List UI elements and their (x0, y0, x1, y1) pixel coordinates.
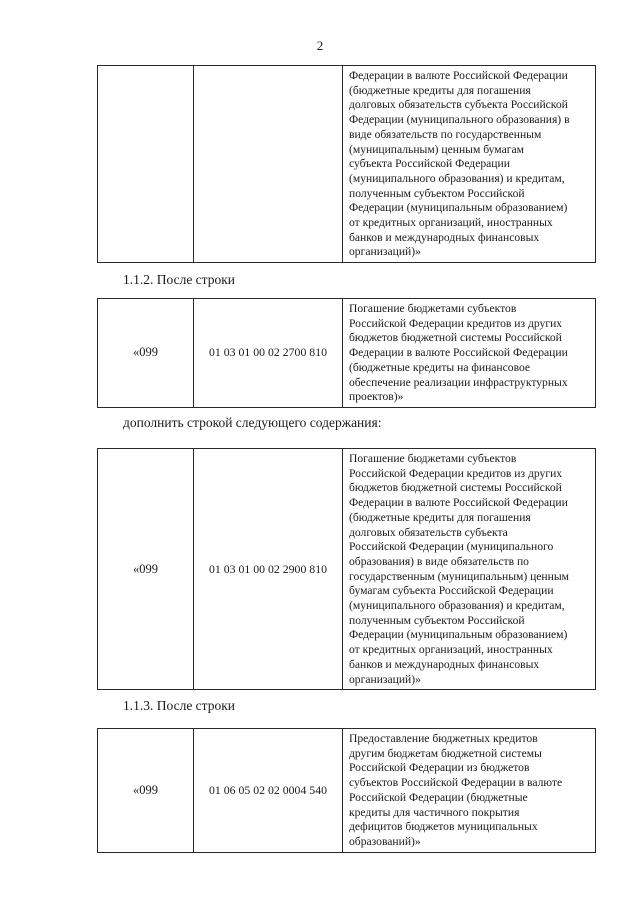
description-line: полученным субъектом Российской (349, 613, 525, 627)
description-line: Федерации (муниципального образования) в (349, 113, 570, 127)
description-cell (343, 299, 596, 408)
description-line: Федерации (муниципальным образованием) (349, 201, 568, 215)
description-line: субъекта Российской Федерации (349, 157, 510, 171)
description-line: Российской Федерации (бюджетные (349, 790, 528, 804)
description-line: (муниципального образования) и кредитам, (349, 171, 565, 185)
description-line: (бюджетные кредиты для погашения (349, 510, 531, 524)
description-line: долговых обязательств субъекта Российской (349, 98, 568, 112)
paragraph-1-1-2: 1.1.2. После строки (123, 272, 236, 287)
description-line: обеспечение реализации инфраструктурных (349, 375, 568, 389)
description-line: от кредитных организаций, иностранных (349, 216, 553, 230)
description-line: Российской Федерации из бюджетов (349, 761, 530, 775)
description-cell (343, 66, 596, 263)
description-line: бумагам субъекта Российской Федерации (349, 584, 554, 598)
table-row-0004 (97, 728, 596, 853)
description-line: Российской Федерации (муниципального (349, 540, 554, 554)
code-cell-1: «099 (98, 449, 194, 690)
description-line: банков и международных финансовых (349, 657, 540, 671)
description-line: Погашение бюджетами субъектов (349, 452, 517, 465)
code-cell-1: «099 (98, 729, 194, 853)
description-line: бюджетов бюджетной системы Российской (349, 481, 562, 495)
description-line: Федерации в валюте Российской Федерации (349, 346, 568, 360)
table-row-2900 (97, 448, 596, 690)
description-line: государственным (муниципальным) ценным (349, 569, 569, 583)
paragraph-add-row: дополнить строкой следующего содержания: (123, 415, 382, 430)
table-row-2700 (97, 298, 596, 408)
description-cell (343, 449, 596, 690)
description-line: банков и международных финансовых (349, 230, 540, 244)
description-line: (муниципального образования) и кредитам, (349, 599, 565, 613)
description-line: Российской Федерации кредитов из других (349, 466, 563, 480)
description-line: полученным субъектом Российской (349, 186, 525, 200)
description-line: кредиты для частичного покрытия (349, 805, 520, 819)
description-line: Погашение бюджетами субъектов (349, 302, 517, 315)
description-cell (343, 729, 596, 853)
description-line: Федерации (муниципальным образованием) (349, 628, 568, 642)
description-line: виде обязательств по государственным (349, 127, 542, 141)
description-line: образования) в виде обязательств по (349, 554, 529, 568)
description-line: Российской Федерации кредитов из других (349, 316, 563, 330)
classification-code-cell (194, 66, 343, 263)
classification-code-cell: 01 03 01 00 02 2700 810 (194, 299, 343, 408)
description-line: образований)» (349, 834, 421, 848)
table-row-continuation (97, 65, 596, 263)
description-line: долговых обязательств субъекта (349, 525, 508, 539)
classification-code-cell: 01 03 01 00 02 2900 810 (194, 449, 343, 690)
description-line: организаций)» (349, 245, 421, 259)
description-line: Предоставление бюджетных кредитов (349, 732, 538, 745)
page-number: 2 (316, 38, 324, 53)
description-line: дефицитов бюджетов муниципальных (349, 820, 538, 834)
description-line: организаций)» (349, 672, 421, 686)
code-cell-1 (98, 66, 194, 263)
description-line: другим бюджетам бюджетной системы (349, 746, 542, 760)
description-line: бюджетов бюджетной системы Российской (349, 331, 562, 345)
description-line: проектов)» (349, 390, 404, 404)
classification-code-cell: 01 06 05 02 02 0004 540 (194, 729, 343, 853)
description-line: субъектов Российской Федерации в валюте (349, 776, 563, 790)
code-cell-1: «099 (98, 299, 194, 408)
description-line: от кредитных организаций, иностранных (349, 643, 553, 657)
description-line: Федерации в валюте Российской Федерации (349, 496, 568, 510)
description-line: (муниципальным) ценным бумагам (349, 142, 524, 156)
description-line: (бюджетные кредиты на финансовое (349, 360, 531, 374)
description-line: Федерации в валюте Российской Федерации (349, 69, 568, 82)
description-line: (бюджетные кредиты для погашения (349, 83, 531, 97)
paragraph-1-1-3: 1.1.3. После строки (123, 698, 236, 713)
